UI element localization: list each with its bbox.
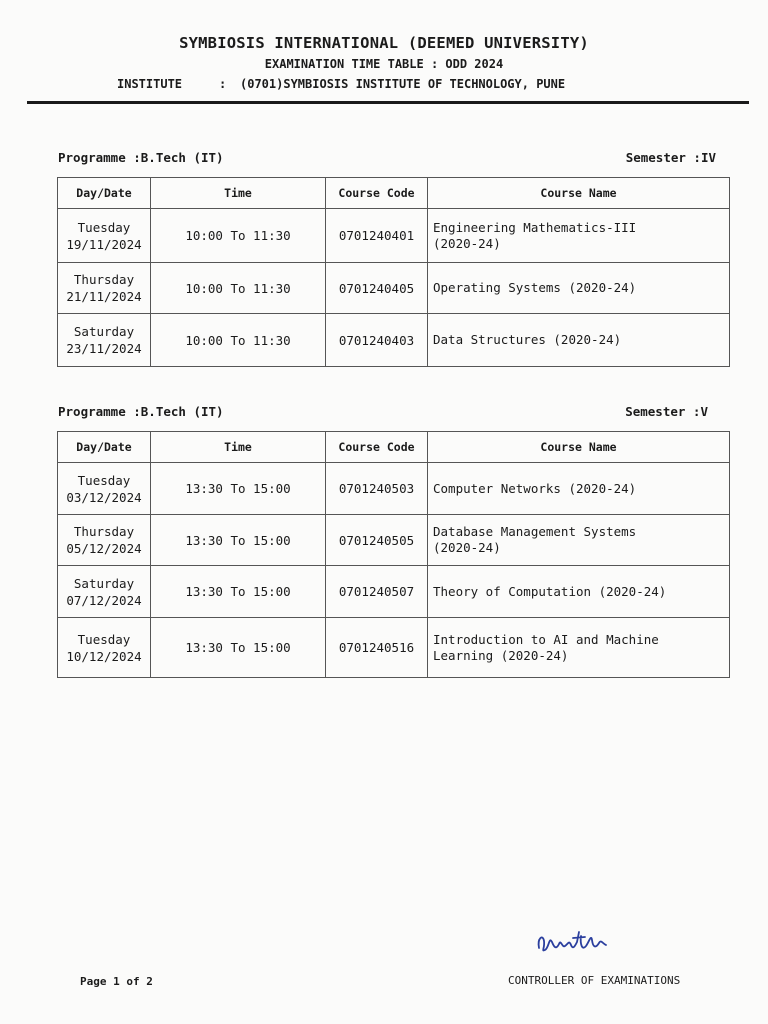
course-name-cell (428, 209, 730, 263)
col-header-course-name: Course Name (428, 178, 730, 209)
day: Thursday (73, 524, 135, 539)
day: Tuesday (77, 219, 131, 235)
time-cell: 13:30 To 15:00 (151, 515, 326, 566)
col-header-time: Time (151, 178, 326, 209)
date: 10/12/2024 (66, 648, 142, 664)
signature-icon (533, 924, 623, 960)
course-name-cell (428, 618, 730, 678)
day: Thursday (73, 272, 135, 287)
date: 19/11/2024 (66, 236, 142, 252)
date: 07/12/2024 (66, 592, 142, 608)
course-name-cell (428, 263, 730, 314)
university-title: SYMBIOSIS INTERNATIONAL (DEEMED UNIVERSITY) (179, 34, 589, 52)
institute-label: INSTITUTE (117, 77, 183, 91)
course-name-cell (428, 314, 730, 367)
course-name: Introduction to AI and Machine Learning (2020-24) (433, 631, 659, 663)
col-header-course-code: Course Code (326, 432, 428, 463)
time-cell: 13:30 To 15:00 (151, 566, 326, 618)
course-name: Operating Systems (2020-24) (433, 280, 637, 295)
table-row (58, 263, 730, 314)
table-row (58, 463, 730, 515)
table-header-row (58, 178, 730, 209)
col-header-course-name: Course Name (428, 432, 730, 463)
col-header-day-date: Day/Date (58, 432, 151, 463)
table-row (58, 209, 730, 263)
course-code-cell: 0701240401 (326, 209, 428, 263)
header-divider (27, 101, 749, 104)
course-name: Computer Networks (2020-24) (433, 480, 637, 496)
table-row (58, 566, 730, 618)
page-number: Page 1 of 2 (80, 975, 153, 988)
table-row (58, 515, 730, 566)
course-name: Engineering Mathematics-III (2020-24) (433, 219, 637, 251)
day: Saturday (73, 324, 135, 339)
day: Tuesday (77, 631, 131, 647)
day-date-cell (58, 566, 151, 618)
controller-of-examinations: CONTROLLER OF EXAMINATIONS (508, 974, 681, 987)
timetable-semester-iv (57, 177, 730, 367)
table-row (58, 618, 730, 678)
course-code-cell: 0701240516 (326, 618, 428, 678)
course-code-cell: 0701240505 (326, 515, 428, 566)
table-header-row (58, 432, 730, 463)
day-date-cell (58, 618, 151, 678)
course-code-cell: 0701240403 (326, 314, 428, 367)
course-name-cell (428, 463, 730, 515)
timetable-semester-v (57, 431, 730, 678)
time-cell: 13:30 To 15:00 (151, 463, 326, 515)
course-code-cell: 0701240503 (326, 463, 428, 515)
table-row (58, 314, 730, 367)
date: 03/12/2024 (66, 489, 142, 505)
programme-label: Programme :B.Tech (IT) (58, 404, 224, 419)
institute-name: (0701)SYMBIOSIS INSTITUTE OF TECHNOLOGY, PUNE (240, 77, 566, 91)
day-date-cell (58, 515, 151, 566)
day: Tuesday (77, 472, 131, 488)
institute-colon: : (219, 77, 227, 91)
day-date-cell (58, 263, 151, 314)
course-name: Theory of Computation (2020-24) (433, 583, 667, 599)
time-cell: 13:30 To 15:00 (151, 618, 326, 678)
col-header-day-date: Day/Date (58, 178, 151, 209)
day: Saturday (73, 575, 135, 591)
day-date-cell (58, 314, 151, 367)
course-name: Database Management Systems (2020-24) (433, 524, 637, 555)
date: 21/11/2024 (66, 289, 142, 304)
day-date-cell (58, 209, 151, 263)
time-cell: 10:00 To 11:30 (151, 314, 326, 367)
course-name-cell (428, 566, 730, 618)
course-code-cell: 0701240507 (326, 566, 428, 618)
time-cell: 10:00 To 11:30 (151, 263, 326, 314)
course-name: Data Structures (2020-24) (433, 332, 622, 347)
day-date-cell (58, 463, 151, 515)
date: 05/12/2024 (66, 541, 142, 556)
course-name-cell (428, 515, 730, 566)
time-cell: 10:00 To 11:30 (151, 209, 326, 263)
exam-timetable-subtitle: EXAMINATION TIME TABLE : ODD 2024 (264, 57, 504, 71)
col-header-course-code: Course Code (326, 178, 428, 209)
semester-label: Semester :V (625, 404, 708, 419)
col-header-time: Time (151, 432, 326, 463)
course-code-cell: 0701240405 (326, 263, 428, 314)
programme-label: Programme :B.Tech (IT) (58, 150, 224, 165)
semester-label: Semester :IV (625, 150, 716, 165)
date: 23/11/2024 (66, 341, 142, 356)
